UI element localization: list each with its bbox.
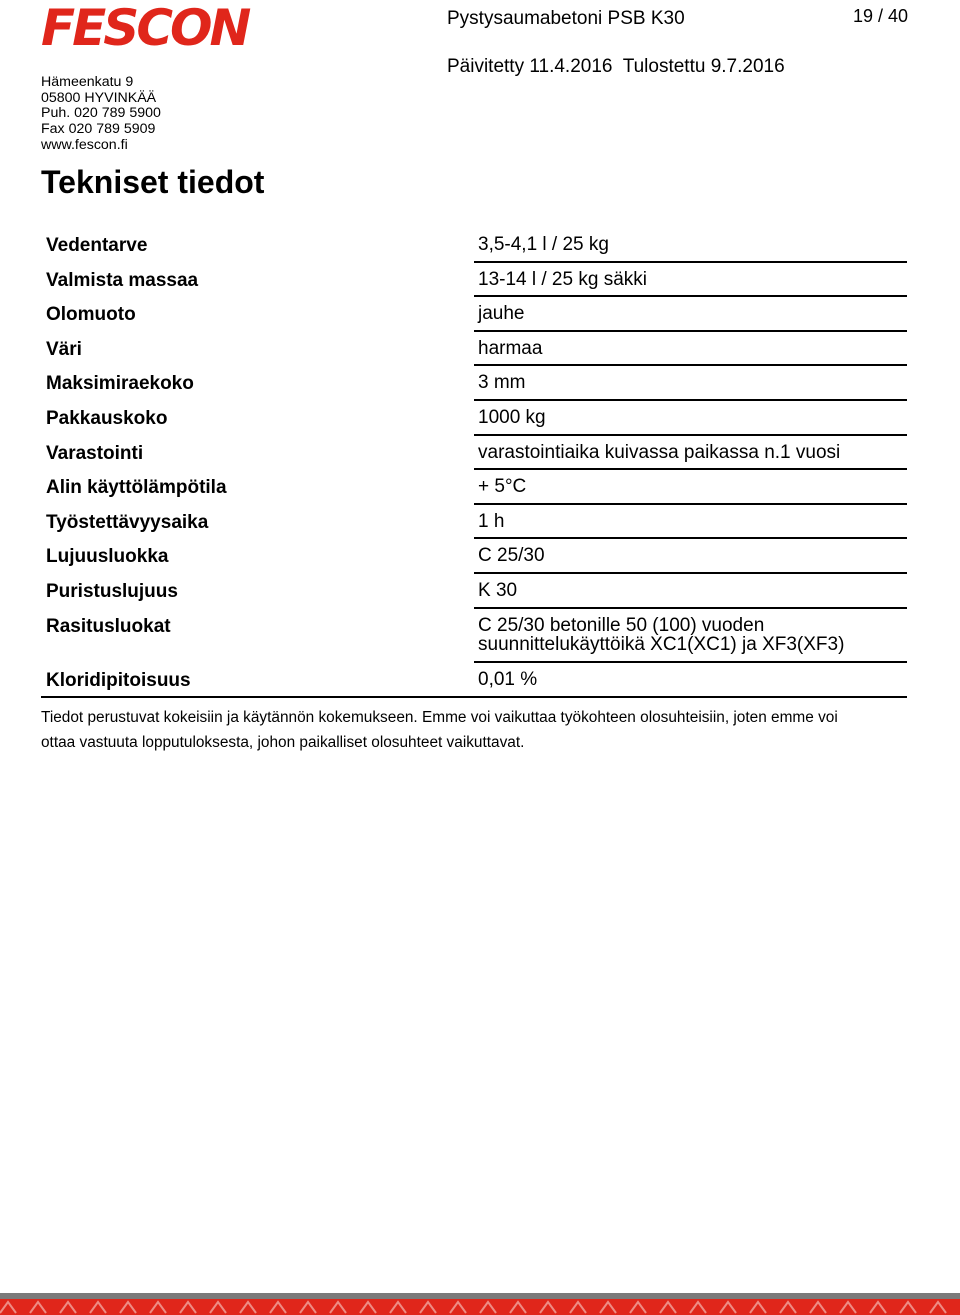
fescon-logo [41, 0, 249, 57]
page-number: 19 / 40 [852, 6, 908, 26]
spec-value-line: suunnittelukäyttöikä XC1(XC1) ja XF3(XF3) [478, 633, 845, 655]
spec-label: Varastointi [46, 442, 144, 464]
address-street: Hämeenkatu 9 [41, 74, 134, 90]
spec-value: C 25/30 [478, 545, 545, 567]
row-divider [41, 696, 907, 698]
note-line: Tiedot perustuvat kokeisiin ja käytännön kokemukseen. Emme voi vaikuttaa työkohteen olosuhteisiin, joten emme voi [41, 709, 838, 726]
spec-value: varastointiaika kuivassa paikassa n.1 vuosi [478, 441, 841, 463]
spec-row [41, 663, 907, 698]
spec-label: Kloridipitoisuus [46, 670, 191, 692]
printed-date: Tulostettu 9.7.2016 [622, 56, 785, 77]
company-address [41, 75, 161, 154]
document-title: Pystysaumabetoni PSB K30 [447, 8, 685, 29]
spec-label: Puristuslujuus [46, 580, 178, 602]
footer-decoration [0, 1293, 960, 1315]
spec-label: Rasitusluokat [46, 615, 171, 637]
spec-row [41, 332, 907, 367]
logo-text: FESCON [41, 0, 249, 57]
spec-value: 3,5-4,1 l / 25 kg [478, 234, 609, 255]
spec-row [41, 263, 907, 298]
document-dates [447, 56, 785, 78]
spec-value: jauhe [478, 303, 525, 325]
spec-row [41, 297, 907, 332]
spec-label: Olomuoto [46, 304, 136, 326]
spec-label: Työstettävyysaika [46, 511, 209, 533]
spec-table [41, 228, 907, 698]
footer-grey-band [0, 1293, 960, 1299]
note-line: ottaa vastuuta lopputuloksesta, johon paikalliset olosuhteet vaikuttavat. [41, 734, 525, 751]
updated-date: Päivitetty 11.4.2016 [447, 56, 613, 77]
spec-value [478, 616, 844, 654]
spec-row [41, 470, 907, 505]
spec-row [41, 574, 907, 609]
spec-value: 0,01 % [478, 669, 538, 691]
spec-label: Vedentarve [46, 235, 148, 256]
spec-label: Alin käyttölämpötila [46, 477, 227, 499]
spec-row [41, 505, 907, 540]
disclaimer-note [41, 705, 911, 755]
spec-value: 13-14 l / 25 kg säkki [478, 268, 647, 290]
spec-row [41, 609, 907, 664]
spec-value: + 5°C [478, 476, 527, 498]
spec-row [41, 539, 907, 574]
address-fax: Fax 020 789 5909 [41, 121, 156, 138]
address-website: www.fescon.fi [41, 136, 128, 153]
spec-row [41, 366, 907, 401]
spec-value-line: C 25/30 betonille 50 (100) vuoden [478, 614, 765, 636]
address-city: 05800 HYVINKÄÄ [41, 89, 157, 106]
spec-row [41, 228, 907, 263]
address-phone: Puh. 020 789 5900 [41, 105, 161, 122]
spec-label: Maksimiraekoko [46, 373, 194, 395]
spec-value: 1 h [478, 510, 505, 532]
section-title: Tekniset tiedot [41, 164, 265, 200]
spec-row [41, 401, 907, 436]
spec-row [41, 436, 907, 471]
spec-value: 3 mm [478, 372, 526, 394]
spec-value: 1000 kg [478, 406, 546, 428]
spec-value: harmaa [478, 337, 543, 359]
spec-value: K 30 [478, 579, 518, 601]
spec-label: Pakkauskoko [46, 407, 168, 429]
spec-label: Väri [46, 338, 82, 360]
spec-label: Valmista massaa [46, 269, 199, 291]
spec-label: Lujuusluokka [46, 546, 169, 568]
